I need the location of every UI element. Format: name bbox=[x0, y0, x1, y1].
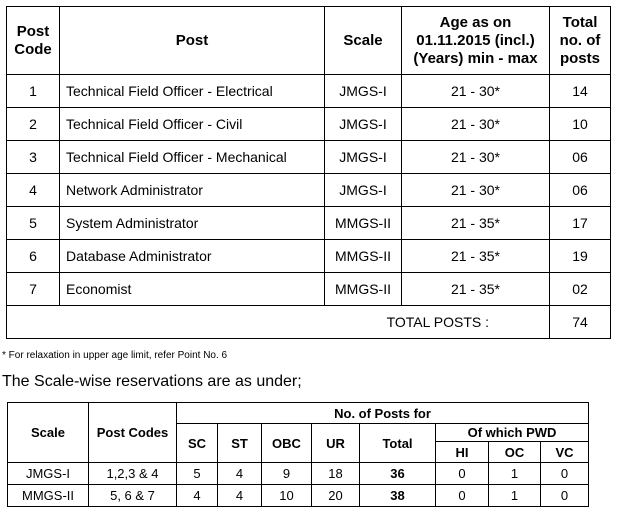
scale-cell: MMGS-II bbox=[325, 240, 402, 273]
scale-cell: JMGS-I bbox=[325, 75, 402, 108]
total-cell: 36 bbox=[360, 463, 436, 485]
post-code-cell: 4 bbox=[7, 174, 60, 207]
table-row bbox=[7, 108, 611, 141]
obc-cell: 9 bbox=[262, 463, 312, 485]
scale-header-row-1 bbox=[8, 403, 589, 424]
age-cell: 21 - 35* bbox=[402, 207, 550, 240]
table-row bbox=[8, 463, 589, 485]
total-cell: 02 bbox=[550, 273, 611, 306]
header-post: Post bbox=[60, 7, 325, 75]
header-pwd: Of which PWD bbox=[436, 424, 589, 442]
total-cell: 06 bbox=[550, 141, 611, 174]
age-cell: 21 - 35* bbox=[402, 273, 550, 306]
post-code-cell: 5 bbox=[7, 207, 60, 240]
table-row bbox=[7, 141, 611, 174]
scale-cell: JMGS-I bbox=[325, 141, 402, 174]
header-vc: VC bbox=[541, 442, 589, 463]
ur-cell: 18 bbox=[312, 463, 360, 485]
header-sc: SC bbox=[177, 424, 218, 463]
header-age: Age as on 01.11.2015 (incl.) (Years) min - max bbox=[402, 7, 550, 75]
total-cell: 10 bbox=[550, 108, 611, 141]
hi-cell: 0 bbox=[436, 463, 489, 485]
oc-cell: 1 bbox=[489, 463, 541, 485]
header-ur: UR bbox=[312, 424, 360, 463]
vc-cell: 0 bbox=[541, 463, 589, 485]
age-cell: 21 - 30* bbox=[402, 108, 550, 141]
table-row bbox=[8, 485, 589, 507]
post-code-cell: 2 bbox=[7, 108, 60, 141]
total-cell: 14 bbox=[550, 75, 611, 108]
sc-cell: 5 bbox=[177, 463, 218, 485]
post-codes-cell: 5, 6 & 7 bbox=[89, 485, 177, 507]
vc-cell: 0 bbox=[541, 485, 589, 507]
sc-cell: 4 bbox=[177, 485, 218, 507]
table-row bbox=[7, 174, 611, 207]
total-posts-label: TOTAL POSTS : bbox=[7, 306, 550, 339]
table-row bbox=[7, 273, 611, 306]
post-name-cell: Economist bbox=[60, 273, 325, 306]
age-cell: 21 - 30* bbox=[402, 141, 550, 174]
header-hi: HI bbox=[436, 442, 489, 463]
age-relaxation-footnote: * For relaxation in upper age limit, refer Point No. 6 bbox=[2, 350, 228, 361]
st-cell: 4 bbox=[218, 485, 262, 507]
scale-cell: JMGS-I bbox=[325, 174, 402, 207]
st-cell: 4 bbox=[218, 463, 262, 485]
scale-cell: MMGS-II bbox=[325, 273, 402, 306]
posts-table bbox=[6, 6, 611, 339]
table-row bbox=[7, 75, 611, 108]
scale-reservation-intro: The Scale-wise reservations are as under; bbox=[2, 373, 302, 390]
header-total: Total no. of posts bbox=[550, 7, 611, 75]
post-name-cell: Database Administrator bbox=[60, 240, 325, 273]
post-name-cell: Network Administrator bbox=[60, 174, 325, 207]
obc-cell: 10 bbox=[262, 485, 312, 507]
ur-cell: 20 bbox=[312, 485, 360, 507]
hi-cell: 0 bbox=[436, 485, 489, 507]
total-posts-row bbox=[7, 306, 611, 339]
total-cell: 17 bbox=[550, 207, 611, 240]
post-code-cell: 1 bbox=[7, 75, 60, 108]
posts-header-row bbox=[7, 7, 611, 75]
header-oc: OC bbox=[489, 442, 541, 463]
post-codes-cell: 1,2,3 & 4 bbox=[89, 463, 177, 485]
post-name-cell: Technical Field Officer - Electrical bbox=[60, 75, 325, 108]
scale-cell: MMGS-II bbox=[8, 485, 89, 507]
post-code-cell: 3 bbox=[7, 141, 60, 174]
age-cell: 21 - 30* bbox=[402, 174, 550, 207]
oc-cell: 1 bbox=[489, 485, 541, 507]
post-code-cell: 7 bbox=[7, 273, 60, 306]
age-cell: 21 - 35* bbox=[402, 240, 550, 273]
scale-reservation-table bbox=[7, 402, 589, 507]
total-cell: 19 bbox=[550, 240, 611, 273]
table-row bbox=[7, 240, 611, 273]
header-st: ST bbox=[218, 424, 262, 463]
header-post-code: Post Code bbox=[7, 7, 60, 75]
header-no-of-posts: No. of Posts for bbox=[177, 403, 589, 424]
scale-cell: JMGS-I bbox=[325, 108, 402, 141]
header-total: Total bbox=[360, 424, 436, 463]
scale-cell: MMGS-II bbox=[325, 207, 402, 240]
total-cell: 38 bbox=[360, 485, 436, 507]
total-cell: 06 bbox=[550, 174, 611, 207]
table-row bbox=[7, 207, 611, 240]
header-post-codes: Post Codes bbox=[89, 403, 177, 463]
post-name-cell: System Administrator bbox=[60, 207, 325, 240]
post-name-cell: Technical Field Officer - Civil bbox=[60, 108, 325, 141]
age-cell: 21 - 30* bbox=[402, 75, 550, 108]
header-scale: Scale bbox=[8, 403, 89, 463]
header-scale: Scale bbox=[325, 7, 402, 75]
scale-cell: JMGS-I bbox=[8, 463, 89, 485]
post-name-cell: Technical Field Officer - Mechanical bbox=[60, 141, 325, 174]
total-posts-value: 74 bbox=[550, 306, 611, 339]
header-obc: OBC bbox=[262, 424, 312, 463]
post-code-cell: 6 bbox=[7, 240, 60, 273]
